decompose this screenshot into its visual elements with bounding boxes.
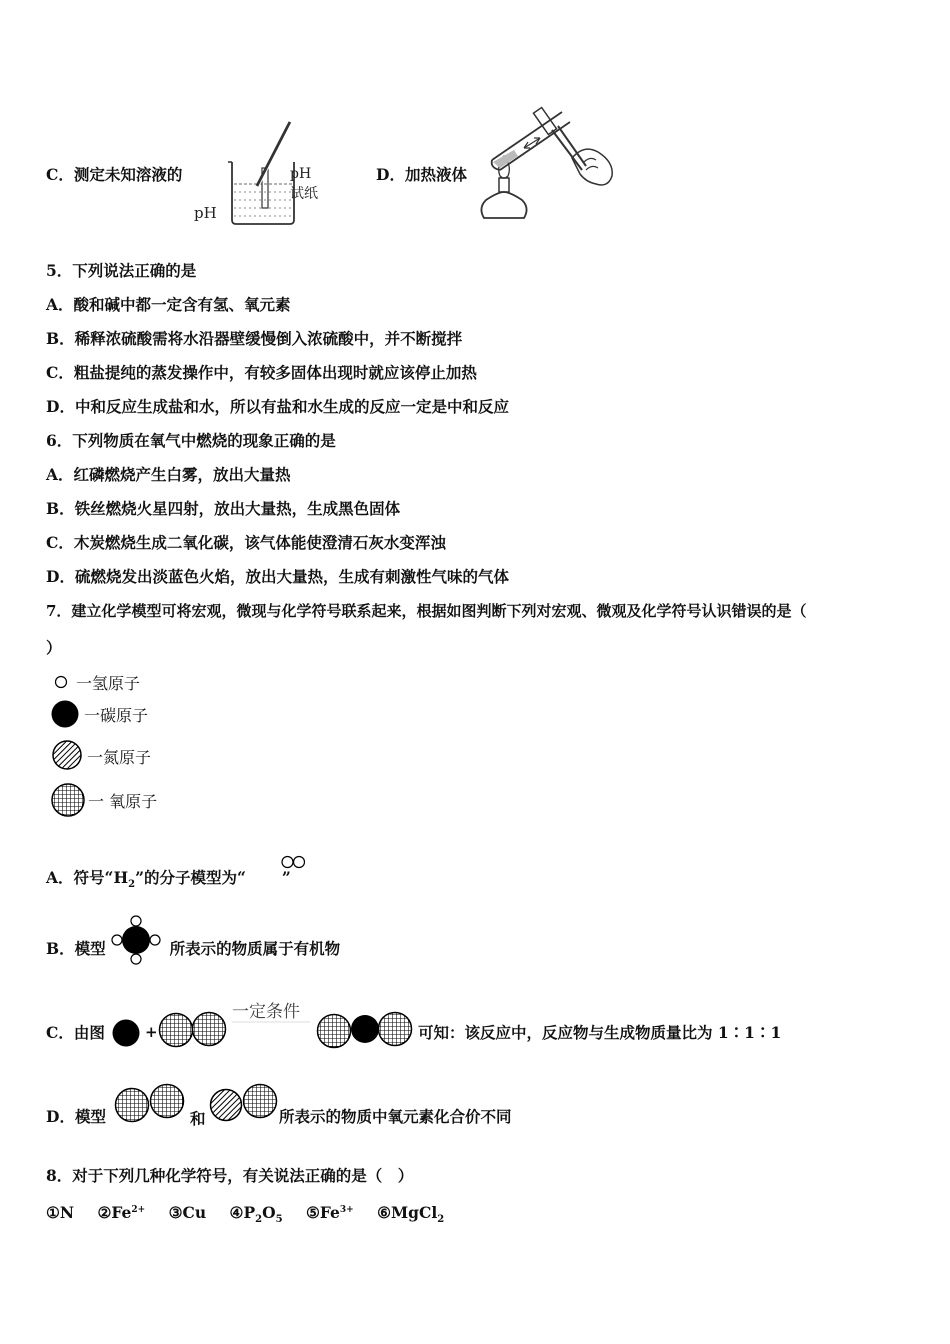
q8-symbol-5 <box>306 1203 354 1222</box>
legend-nitrogen-atom <box>51 739 83 771</box>
q7-a-sub: 2 <box>128 879 136 891</box>
q7-b-pre: B．模型 <box>46 939 106 958</box>
q7-a-end: ” <box>281 868 291 887</box>
legend-hydrogen-label: 一氢原子 <box>76 674 141 693</box>
q7-option-d <box>46 1107 106 1127</box>
q7-b-post: 所表示的物质属于有机物 <box>169 939 341 958</box>
c-o2-molecule <box>158 1011 230 1049</box>
d-and: 和 <box>190 1109 206 1128</box>
q8-symbol-4-sub1: 2 <box>255 1214 263 1226</box>
legend-hydrogen-atom <box>54 675 68 689</box>
q6-option-a: A．红磷燃烧产生白雾，放出大量热 <box>46 465 291 484</box>
q5-option-a: A．酸和碱中都一定含有氢、氧元素 <box>46 295 291 314</box>
q8-symbol-2-base: ②Fe <box>97 1203 132 1223</box>
methane-molecule-model <box>111 915 161 965</box>
q8-symbols <box>46 1200 444 1230</box>
q6-option-d: D．硫燃烧发出淡蓝色火焰，放出大量热，生成有刺激性气味的气体 <box>46 567 509 586</box>
q8-symbol-5-base: ⑤Fe <box>305 1203 340 1223</box>
legend-carbon-atom <box>50 699 80 729</box>
legend-oxygen-atom <box>50 782 86 818</box>
q8-symbol-4 <box>229 1203 283 1226</box>
q6-option-c: C．木炭燃烧生成二氧化碳，该气体能使澄清石灰水变浑浊 <box>46 533 446 552</box>
d-no-molecule <box>208 1083 278 1123</box>
q8-symbol-4-b: O <box>262 1203 276 1223</box>
q8-symbol-1: ①N <box>46 1203 75 1223</box>
q8-symbol-6-sub: 2 <box>437 1214 445 1226</box>
q8-symbol-3: ③Cu <box>168 1203 207 1223</box>
q6-stem: 6．下列物质在氧气中燃烧的现象正确的是 <box>46 431 336 450</box>
q8-stem: 8．对于下列几种化学符号，有关说法正确的是（ ） <box>46 1166 414 1185</box>
q7-option-c <box>46 1023 105 1043</box>
ph-paper-label: 试纸 <box>290 186 318 202</box>
q6-option-b: B．铁丝燃烧火星四射，放出大量热，生成黑色固体 <box>46 499 401 518</box>
q4-option-c-text: C．测定未知溶液的 <box>46 165 183 184</box>
q7-a-mid: ”的分子模型为“ <box>135 868 246 887</box>
heating-tube-figure <box>474 100 619 225</box>
q5-option-d: D．中和反应生成盐和水，所以有盐和水生成的反应一定是中和反应 <box>46 397 509 416</box>
q4-option-c-ph: pH <box>194 204 217 222</box>
q4-option-d-text: D．加热液体 <box>376 165 467 184</box>
q8-symbol-2 <box>97 1203 145 1222</box>
c-plus-sign: + <box>145 1023 158 1041</box>
h2-molecule-model <box>281 855 307 869</box>
q8-symbol-2-sup: 2+ <box>131 1205 146 1215</box>
legend-carbon-label: 一碳原子 <box>84 706 149 725</box>
q5-option-c: C．粗盐提纯的蒸发操作中，有较多固体出现时就应该停止加热 <box>46 363 477 382</box>
beaker-ph-figure <box>222 122 332 227</box>
q8-symbol-6-a: ⑥MgCl <box>377 1203 438 1223</box>
q7-c-post: 可知：该反应中，反应物与生成物质量比为 1∶1∶1 <box>418 1023 782 1042</box>
q7-c-pre: C．由图 <box>46 1023 105 1042</box>
q7-stem-end: ） <box>46 638 62 657</box>
q7-option-a <box>46 868 291 895</box>
q7-a-pre: A．符号“H <box>46 868 129 887</box>
q7-d-pre: D．模型 <box>46 1107 106 1126</box>
c-reaction-condition: 一定条件 <box>232 1002 300 1022</box>
q4-option-c <box>46 165 182 185</box>
ph-label: pH <box>290 166 312 182</box>
q8-symbol-6 <box>377 1203 445 1226</box>
q7-stem: 7．建立化学模型可将宏观，微现与化学符号联系起来，根据如图判断下列对宏观、微观及化学符号认识错误的是（ <box>46 602 807 620</box>
q4-option-d <box>376 165 467 185</box>
q7-option-b <box>46 939 340 959</box>
c-carbon-atom <box>112 1018 142 1048</box>
q5-stem: 5．下列说法正确的是 <box>46 261 197 280</box>
d-o2-molecule <box>114 1083 188 1123</box>
q8-symbol-5-sup: 3+ <box>339 1205 354 1215</box>
q7-d-post: 所表示的物质中氧元素化合价不同 <box>279 1107 512 1126</box>
legend-nitrogen-label: 一氮原子 <box>87 748 152 767</box>
c-co2-molecule <box>316 1010 416 1050</box>
q5-option-b: B．稀释浓硫酸需将水沿器壁缓慢倒入浓硫酸中，并不断搅拌 <box>46 329 463 348</box>
q8-symbol-4-sub2: 5 <box>275 1214 283 1226</box>
q8-symbol-4-a: ④P <box>229 1203 256 1223</box>
legend-oxygen-label: 一 氧原子 <box>88 792 158 811</box>
c-reaction-arrow <box>232 1020 312 1024</box>
